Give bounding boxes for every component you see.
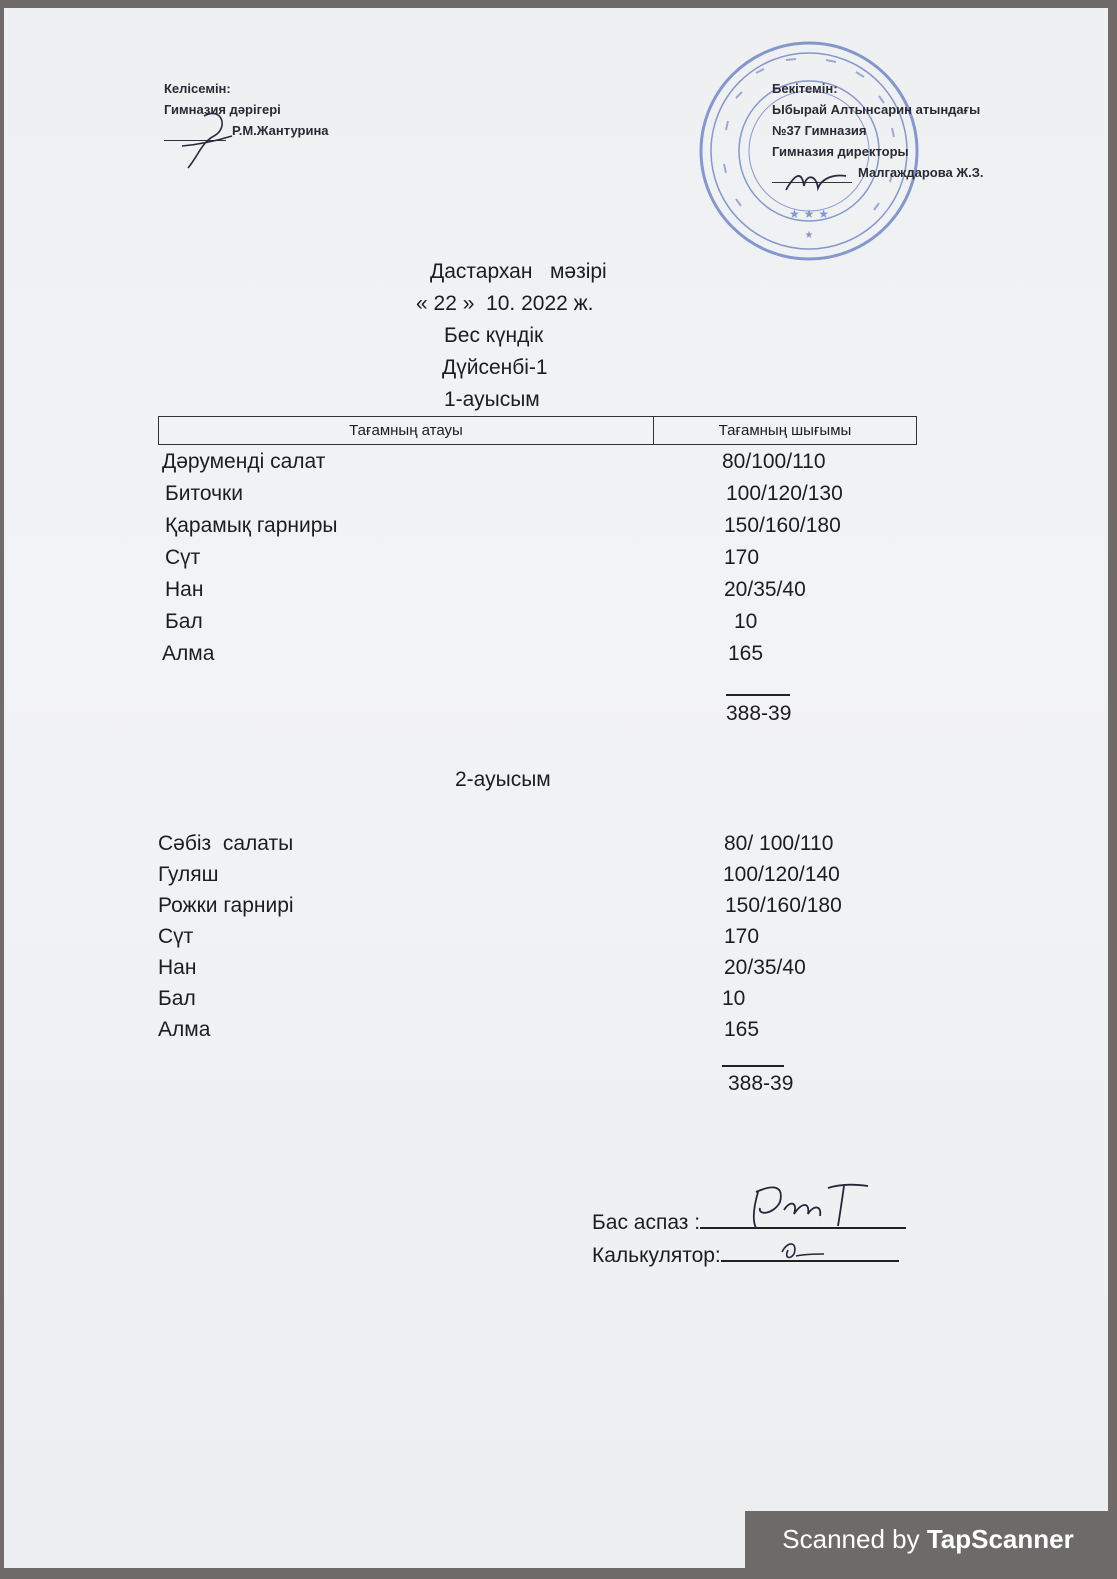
- chef-label: Бас аспаз :: [592, 1211, 701, 1234]
- menu-period: Бес күндік: [444, 324, 544, 347]
- item-name: Алма: [158, 1018, 211, 1041]
- approval-right-line4: Гимназия директоры: [772, 144, 909, 159]
- list-item: [162, 638, 922, 670]
- column-header-name: Тағамның атауы: [159, 417, 654, 444]
- shift2-total: 388-39: [728, 1072, 794, 1095]
- item-name: Дәрумендi салат: [162, 450, 326, 473]
- item-name: Сүт: [165, 546, 201, 569]
- item-value: 80/ 100/110: [724, 832, 834, 855]
- item-name: Сүт: [158, 925, 194, 948]
- list-item: [158, 921, 918, 952]
- item-value: 80/100/110: [722, 450, 826, 473]
- item-name: Бал: [165, 610, 203, 633]
- calculator-signature: [776, 1236, 826, 1264]
- menu-day: Дүйсенбі-1: [442, 356, 548, 379]
- svg-text:★: ★: [804, 230, 814, 241]
- list-item: [162, 542, 922, 574]
- shift2-list: [158, 828, 918, 1045]
- approval-right-line3: №37 Гимназия: [772, 123, 867, 138]
- item-value: 165: [728, 642, 764, 665]
- approval-right-line5: Малгаждарова Ж.З.: [858, 165, 984, 180]
- item-name: Алма: [162, 642, 215, 665]
- total-divider: [726, 694, 790, 696]
- document-page: [4, 8, 1108, 1568]
- approval-left-line3: Р.М.Жантурина: [232, 123, 329, 138]
- item-value: 170: [724, 925, 760, 948]
- menu-date: « 22 » 10. 2022 ж.: [416, 292, 594, 315]
- shift2-label: 2-ауысым: [455, 768, 551, 791]
- svg-text:★ ★ ★: ★ ★ ★: [789, 207, 829, 221]
- approval-left-line2: Гимназия дәрігері: [164, 102, 281, 117]
- item-value: 170: [724, 546, 760, 569]
- item-value: 10: [722, 987, 746, 1010]
- item-name: Сәбіз салаты: [158, 832, 294, 855]
- list-item: [158, 952, 918, 983]
- item-name: Қарамық гарниры: [165, 514, 338, 537]
- item-value: 10: [734, 610, 758, 633]
- column-header-yield: Тағамның шығымы: [718, 422, 852, 439]
- list-item: [162, 574, 922, 606]
- item-value: 165: [724, 1018, 760, 1041]
- list-item: [158, 859, 918, 890]
- calculator-signature-row: [592, 1239, 906, 1272]
- list-item: [162, 606, 922, 638]
- item-name: Биточки: [165, 482, 243, 505]
- item-value: 20/35/40: [724, 578, 806, 601]
- approval-right-line2: Ыбырай Алтынсарин атындағы: [772, 102, 981, 117]
- shift1-list: [162, 446, 922, 670]
- list-item: [162, 510, 922, 542]
- item-name: Нан: [158, 956, 197, 979]
- shift1-total: 388-39: [726, 702, 792, 725]
- list-item: [158, 890, 918, 921]
- item-value: 20/35/40: [724, 956, 806, 979]
- scanner-watermark: [745, 1511, 1111, 1568]
- item-value: 100/120/140: [723, 863, 840, 886]
- list-item: [162, 478, 922, 510]
- item-value: 150/160/180: [725, 894, 842, 917]
- item-name: Рожки гарнирі: [158, 894, 294, 917]
- watermark-brand: TapScanner: [926, 1524, 1074, 1554]
- total-divider: [722, 1065, 784, 1067]
- director-signature: [782, 168, 852, 198]
- item-name: Гуляш: [158, 863, 219, 886]
- chef-signature: [744, 1180, 874, 1236]
- approval-right-line1: Бекітемін:: [772, 81, 838, 96]
- calculator-label: Калькулятор:: [592, 1244, 721, 1267]
- approval-left-line1: Келісемін:: [164, 81, 231, 96]
- item-value: 150/160/180: [724, 514, 841, 537]
- menu-heading: [416, 256, 607, 416]
- item-name: Нан: [165, 578, 204, 601]
- item-value: 100/120/130: [726, 482, 843, 505]
- doctor-signature: [174, 106, 244, 176]
- list-item: [158, 1014, 918, 1045]
- item-name: Бал: [158, 987, 196, 1010]
- watermark-prefix: Scanned by: [782, 1524, 927, 1554]
- list-item: [162, 446, 922, 478]
- shift1-label: 1-ауысым: [444, 388, 540, 411]
- menu-table-header: [158, 416, 917, 445]
- list-item: [158, 828, 918, 859]
- menu-title: Дастархан мәзірі: [430, 260, 607, 283]
- list-item: [158, 983, 918, 1014]
